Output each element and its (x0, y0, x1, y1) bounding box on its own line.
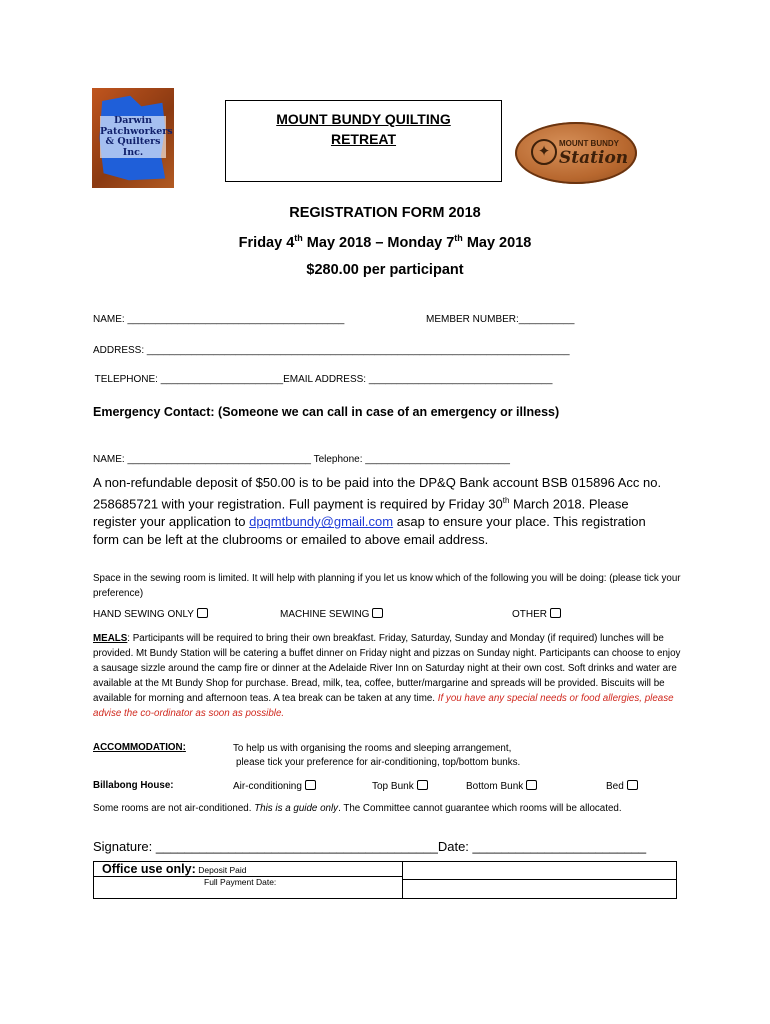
title-line-2: RETREAT (330, 131, 397, 147)
retreat-title-box (225, 100, 502, 182)
aircon-checkbox[interactable] (305, 780, 316, 790)
address-field[interactable]: ADDRESS: ____________________________________________________________________________ (93, 345, 570, 356)
other-checkbox[interactable] (550, 608, 561, 618)
meals-paragraph: MEALS: Participants will be required to bring their own breakfast. Friday, Saturday, Sunday and Monday (if required) lunches will be provided. Mt Bundy Station will be catering a buffet dinner on Friday night and pizzas on Sunday night. Participants can choose to enjoy a sausage sizzle around the camp fire or dinner at the Adelaide River Inn on Saturday night at their own cost. Soft drinks and water are available at the Mt Bundy Shop for purchase. Bread, milk, tea, coffee, butter/margarine and spreads will be provided. Biscuits will be available for morning and afternoon teas. A tea break can be taken at any time. If you have any special needs or food allergies, please advise the co-ordinator as soon as possible. (93, 633, 681, 719)
deposit-paragraph: A non-refundable deposit of $50.00 is to be paid into the DP&Q Bank account BSB 015896 Acc no. 258685721 with your registration. Full payment is required by Friday 30th March 2018. Please register your application to dpqmtbundy@gmail.com asap to ensure your place. This registration form can be left at the clubrooms or emailed to above email address. (93, 475, 662, 548)
option-other: OTHER (512, 608, 561, 620)
dpq-logo (92, 88, 174, 188)
member-number-field[interactable]: MEMBER NUMBER:__________ (426, 314, 575, 325)
full-payment-label: Full Payment Date: (204, 877, 277, 887)
office-use-cell (94, 862, 403, 899)
name-field[interactable]: NAME: _______________________________________ (93, 314, 345, 325)
accommodation-label: ACCOMMODATION: (93, 742, 186, 753)
title-line-1: MOUNT BUNDY QUILTING (276, 111, 451, 127)
bottom-bunk-checkbox[interactable] (526, 780, 537, 790)
billabong-house-label: Billabong House: (93, 780, 174, 791)
email-link[interactable]: dpqmtbundy@gmail.com (249, 514, 394, 530)
allergy-note: If you have any special needs or food allergies, please advise the co-ordinator as soon as possible. (93, 693, 674, 719)
signature-date-field[interactable]: Signature: _______________________________________Date: ________________________ (93, 839, 647, 854)
emergency-contact-heading: Emergency Contact: (Someone we can call in case of an emergency or illness) (93, 405, 560, 419)
option-bed: Bed (606, 780, 638, 792)
option-aircon: Air-conditioning (233, 780, 316, 792)
option-machine-sewing: MACHINE SEWING (280, 608, 383, 620)
office-use-value-cell[interactable] (403, 862, 677, 899)
office-use-table (93, 861, 677, 899)
form-title: REGISTRATION FORM 2018 (289, 205, 481, 221)
accommodation-text: To help us with organising the rooms and sleeping arrangement, please tick your preference for air-conditioning, top/bottom bunks. (233, 743, 521, 768)
deposit-paid-label: Deposit Paid (198, 865, 247, 875)
mount-bundy-logo: ✦ MOUNT BUNDY Station (515, 122, 637, 184)
option-hand-sewing: HAND SEWING ONLY (93, 608, 208, 620)
option-top-bunk: Top Bunk (372, 780, 428, 792)
compass-icon: ✦ (531, 139, 557, 165)
sewing-intro: Space in the sewing room is limited. It will help with planning if you let us know which of the following you will be doing: (please tick your preference) (93, 573, 681, 599)
option-bottom-bunk: Bottom Bunk (466, 780, 537, 792)
telephone-email-field[interactable]: TELEPHONE: ______________________EMAIL ADDRESS: _________________________________ (92, 374, 553, 385)
price: $280.00 per participant (306, 262, 464, 278)
emergency-contact-field[interactable]: NAME: _________________________________ Telephone: __________________________ (93, 454, 510, 465)
hand-sewing-checkbox[interactable] (197, 608, 208, 618)
top-bunk-checkbox[interactable] (417, 780, 428, 790)
machine-sewing-checkbox[interactable] (372, 608, 383, 618)
office-use-title: Office use only: (102, 862, 196, 876)
retreat-dates: Friday 4th May 2018 – Monday 7th May 2018 (238, 233, 532, 251)
bed-checkbox[interactable] (627, 780, 638, 790)
dpq-logo-text: Darwin Patchworkers & Quilters Inc. (100, 115, 173, 158)
meals-label: MEALS (93, 633, 128, 644)
rooms-note: Some rooms are not air-conditioned. This is a guide only. The Committee cannot guarantee which rooms will be allocated. (93, 803, 622, 814)
